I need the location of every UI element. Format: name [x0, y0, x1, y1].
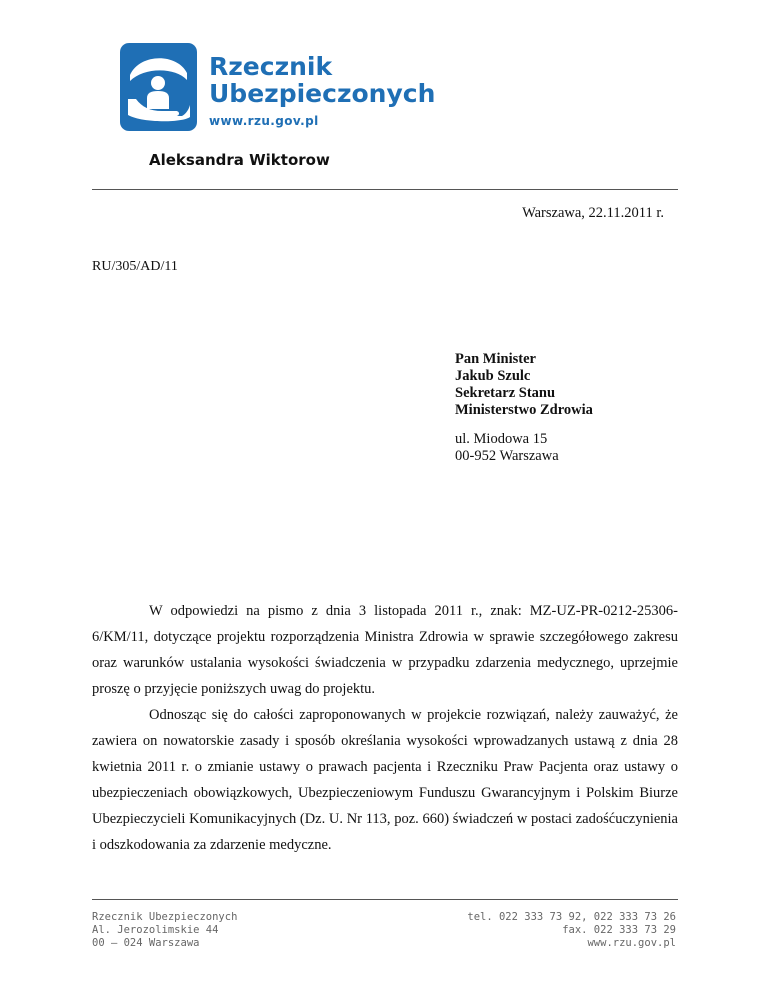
address-city: 00-952 Warszawa — [455, 448, 559, 464]
footer-contact — [467, 911, 676, 950]
logo-line-1: Rzecznik — [209, 52, 333, 81]
body-paragraph-2: Odnosząc się do całości zaproponowanych w projekcie rozwiązań, należy zauważyć, że zawiera on nowatorskie zasady i sposób określania wysokości wprowadzanych ustawą z dnia 28 kwietnia 2011 r. o zmianie ustawy o prawach pacjenta i Rzeczniku Praw Pacjenta oraz ustawy o ubezpieczeniach obowiązkowych, Ubezpieczeniowym Funduszu Gwarancyjnym i Polskim Biurze Ubezpieczycieli Komunikacyjnych (Dz. U. Nr 113, poz. 660) świadczeń w postaci zadośćuczynienia i odszkodowania za zdarzenie medyczne. — [92, 707, 678, 853]
letter-date: Warszawa, 22.11.2011 r. — [522, 205, 664, 221]
footer-org: Rzecznik Ubezpieczonych — [92, 911, 238, 923]
recipient-title: Pan Minister — [455, 351, 536, 367]
protective-hands-icon — [120, 43, 197, 131]
address-street: ul. Miodowa 15 — [455, 431, 548, 447]
footer-street: Al. Jerozolimskie 44 — [92, 924, 219, 936]
logo-wordmark — [209, 53, 435, 107]
signer-name: Aleksandra Wiktorow — [149, 151, 330, 169]
footer-address — [92, 911, 237, 950]
footer-tel: tel. 022 333 73 92, 022 333 73 26 — [467, 911, 676, 923]
logo-url[interactable]: www.rzu.gov.pl — [209, 114, 319, 128]
footer-fax: fax. 022 333 73 29 — [562, 924, 676, 936]
recipient-name: Jakub Szulc — [455, 368, 531, 384]
body-paragraph-1: W odpowiedzi na pismo z dnia 3 listopada 2011 r., znak: MZ-UZ-PR-0212-25306-6/KM/11, dotyczące projektu rozporządzenia Ministra Zdrowia w sprawie szczegółowego zakresu oraz warunków ustalania wysokości świadczenia w przypadku zdarzenia medycznego, uprzejmie proszę o przyjęcie poniższych uwag do projektu. — [92, 603, 678, 697]
logo-line-2: Ubezpieczonych — [209, 79, 436, 108]
recipient-address — [455, 431, 559, 465]
letter-body — [92, 598, 678, 858]
header-divider — [92, 189, 678, 190]
reference-number: RU/305/AD/11 — [92, 259, 178, 274]
logo-emblem — [120, 43, 197, 131]
footer-divider — [92, 899, 678, 900]
footer-city: 00 – 024 Warszawa — [92, 937, 200, 949]
recipient-position: Sekretarz Stanu — [455, 385, 556, 401]
recipient-institution: Ministerstwo Zdrowia — [455, 402, 593, 418]
footer-web[interactable]: www.rzu.gov.pl — [587, 937, 676, 949]
recipient-block — [455, 351, 593, 419]
